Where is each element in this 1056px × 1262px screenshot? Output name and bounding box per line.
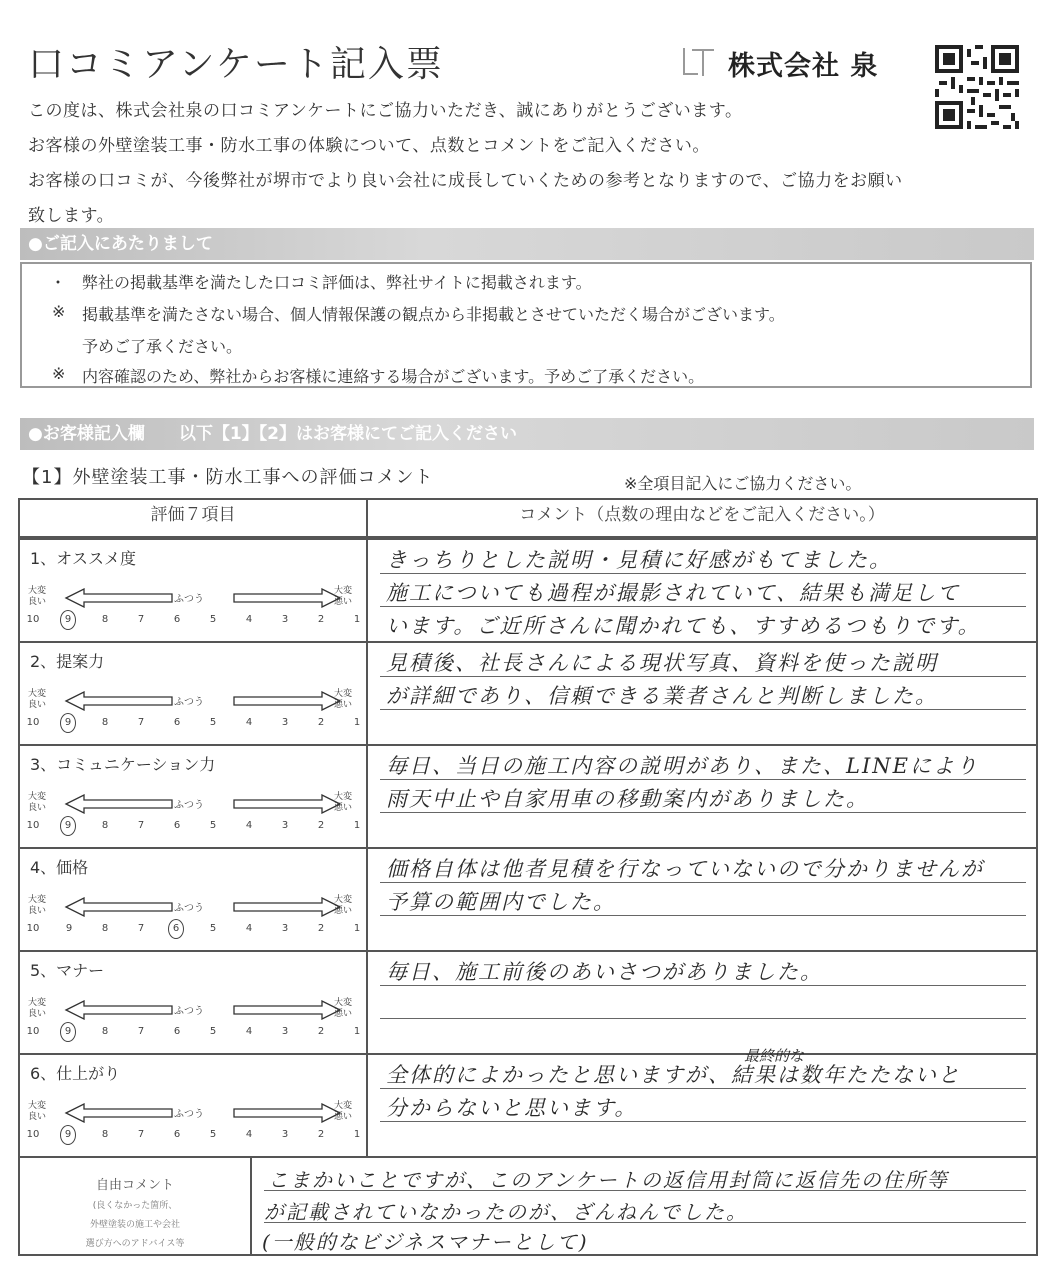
rating-cell [19,848,367,951]
score-option[interactable]: 8 [101,1129,109,1140]
arrow-right-icon [232,588,342,608]
comment-insertion: 最終的な [744,1047,805,1065]
score-scale [20,923,366,943]
score-option[interactable]: 2 [317,614,325,625]
score-option[interactable]: 10 [26,923,40,934]
label-very-bad: 大変 悪い [334,895,353,916]
score-selected[interactable]: 9 [60,816,76,836]
evaluation-row [18,847,1038,952]
score-option[interactable]: 1 [353,1026,361,1037]
customer-heading-band [20,418,1034,450]
label-very-good: 大変 良い [28,998,47,1019]
arrow-right-icon [232,691,342,711]
arrow-right-icon [232,1103,342,1123]
comment-field[interactable] [367,1047,1037,1157]
score-option[interactable]: 3 [281,1026,289,1037]
score-option[interactable]: 1 [353,717,361,728]
item-title: 6、仕上がり [30,1064,121,1083]
evaluation-row [18,950,1038,1055]
arrow-left-icon [64,1103,174,1123]
item-title: 2、提案力 [30,652,105,671]
qr-code [935,45,1019,129]
score-scale [20,820,366,840]
label-average: ふつう [174,594,204,605]
label-very-good: 大変 良い [28,895,47,916]
rating-cell [19,642,367,745]
comment-line: います。ご近所さんに聞かれても、すすめるつもりです。 [386,614,981,638]
label-average: ふつう [174,1109,204,1120]
note-mark: ※ [52,364,66,383]
evaluation-row [18,1047,1038,1158]
intro-line-1: この度は、株式会社泉の口コミアンケートにご協力いただき、誠にありがとうございます。 [28,101,743,121]
comment-field[interactable] [367,745,1037,848]
score-option[interactable]: 8 [101,923,109,934]
score-option[interactable]: 1 [353,614,361,625]
score-option[interactable]: 5 [209,1026,217,1037]
intro-line-2: お客様の外壁塗装工事・防水工事の体験について、点数とコメントをご記入ください。 [28,136,710,156]
score-scale [20,614,366,634]
free-comment-line: が記載されていなかったのが、ざんねんでした。 [264,1200,748,1224]
score-option[interactable]: 5 [209,820,217,831]
label-average: ふつう [174,1006,204,1017]
comment-field[interactable] [367,642,1037,745]
score-option[interactable]: 8 [101,820,109,831]
notes-heading: ●ご記入にあたりまして [28,234,213,254]
note-text: 弊社の掲載基準を満たした口コミ評価は、弊社サイトに掲載されます。 [82,273,592,292]
score-option[interactable]: 10 [26,820,40,831]
col-header-items: 評価７項目 [19,499,367,537]
score-scale [20,1129,366,1149]
note-text: 内容確認のため、弊社からお客様に連絡する場合がございます。予めご了承ください。 [82,367,705,386]
comment-line: 全体的によかったと思いますが、結果は数年たたないと [386,1063,961,1087]
arrow-right-icon [232,1000,342,1020]
comment-line: 価格自体は他者見積を行なっていないので分かりませんが [386,857,984,881]
comment-line: が詳細であり、信頼できる業者さんと判断しました。 [386,684,938,708]
score-option[interactable]: 8 [101,614,109,625]
score-option[interactable]: 3 [281,1129,289,1140]
free-comment-table [18,1156,1038,1256]
comment-line: 毎日、施工前後のあいさつがありました。 [386,960,823,984]
label-very-bad: 大変 悪い [334,792,353,813]
score-option[interactable]: 3 [281,923,289,934]
score-option[interactable]: 7 [137,923,145,934]
part1-note: ※全項目記入にご協力ください。 [624,474,862,493]
free-comment-label-cell [19,1157,251,1255]
notes-heading-band [20,228,1034,260]
score-option[interactable]: 4 [245,717,253,728]
note-mark: ・ [50,273,67,292]
label-very-good: 大変 良い [28,586,47,607]
comment-field[interactable] [367,848,1037,951]
free-comment-sub-line: 選び方へのアドバイス等 [85,1239,185,1249]
comment-field[interactable] [367,951,1037,1054]
score-option[interactable]: 8 [101,1026,109,1037]
label-very-bad: 大変 悪い [334,586,353,607]
label-average: ふつう [174,697,204,708]
score-option[interactable]: 10 [26,1026,40,1037]
item-title: 5、マナー [30,961,105,980]
comment-line: 見積後、社長さんによる現状写真、資料を使った説明 [386,651,938,675]
label-average: ふつう [174,800,204,811]
part1-title: 【1】外壁塗装工事・防水工事への評価コメント [22,467,434,488]
free-comment-line: (一般的なビジネスマナーとして) [262,1230,589,1254]
note-mark: ※ [52,302,66,321]
arrow-left-icon [64,691,174,711]
score-selected[interactable]: 9 [60,1022,76,1042]
comment-line: 毎日、当日の施工内容の説明があり、また、LINEにより [386,754,979,778]
score-option[interactable]: 2 [317,923,325,934]
score-option[interactable]: 8 [101,717,109,728]
score-selected[interactable]: 6 [168,919,184,939]
comment-line: 予算の範囲内でした。 [386,890,616,914]
label-average: ふつう [174,903,204,914]
arrow-right-icon [232,794,342,814]
label-very-bad: 大変 悪い [334,689,353,710]
score-scale [20,717,366,737]
evaluation-row [18,538,1038,643]
free-comment-line: こまかいことですが、このアンケートの返信用封筒に返信先の住所等 [268,1168,949,1192]
score-option[interactable]: 2 [317,1026,325,1037]
score-option[interactable]: 7 [137,820,145,831]
score-option[interactable]: 6 [173,614,181,625]
score-option[interactable]: 1 [353,923,361,934]
label-very-good: 大変 良い [28,689,47,710]
item-title: 3、コミュニケーション力 [30,755,216,774]
score-option[interactable]: 4 [245,614,253,625]
score-option[interactable]: 4 [245,1129,253,1140]
rating-cell [19,1054,367,1157]
score-option[interactable]: 6 [173,1129,181,1140]
score-option[interactable]: 2 [317,717,325,728]
item-title: 4、価格 [30,858,89,877]
score-option[interactable]: 7 [137,717,145,728]
company-logo [676,42,720,82]
comment-field[interactable] [367,539,1037,642]
note-text: 掲載基準を満たさない場合、個人情報保護の観点から非掲載とさせていただく場合がございます。 [82,305,785,324]
score-option[interactable]: 6 [173,1026,181,1037]
item-title: 1、オススメ度 [30,549,137,568]
score-option[interactable]: 2 [317,820,325,831]
comment-line: 分からないと思います。 [386,1096,638,1120]
evaluation-row [18,744,1038,849]
score-option[interactable]: 10 [26,717,40,728]
score-option[interactable]: 3 [281,717,289,728]
score-option[interactable]: 7 [137,1129,145,1140]
rating-cell [19,539,367,642]
free-comment-title: 自由コメント [95,1178,174,1193]
comment-line: きっちりとした説明・見積に好感がもてました。 [386,548,892,572]
rating-cell [19,951,367,1054]
evaluation-row [18,641,1038,746]
label-very-good: 大変 良い [28,1101,47,1122]
score-option[interactable]: 1 [353,1129,361,1140]
evaluation-table [18,498,1038,538]
label-very-good: 大変 良い [28,792,47,813]
company-name: 株式会社 泉 [728,51,879,82]
score-option[interactable]: 4 [245,1026,253,1037]
arrow-left-icon [64,1000,174,1020]
free-comment-subtitle [20,1197,250,1254]
label-very-bad: 大変 悪い [334,998,353,1019]
comment-line: 施工についても過程が撮影されていて、結果も満足して [386,581,961,605]
score-option[interactable]: 5 [209,923,217,934]
col-header-comment: コメント（点数の理由などをご記入ください。） [367,499,1037,537]
score-option[interactable]: 4 [245,923,253,934]
score-selected[interactable]: 9 [60,713,76,733]
comment-line: 雨天中止や自家用車の移動案内がありました。 [386,787,869,811]
score-option[interactable]: 7 [137,614,145,625]
label-very-bad: 大変 悪い [334,1101,353,1122]
arrow-left-icon [64,794,174,814]
score-selected[interactable]: 9 [60,610,76,630]
notes-box [20,262,1032,388]
free-comment-sub-line: (良くなかった箇所、 [92,1201,178,1211]
free-comment-sub-line: 外壁塗装の施工や会社 [89,1220,180,1230]
score-option[interactable]: 5 [209,1129,217,1140]
score-option[interactable]: 7 [137,1026,145,1037]
score-option[interactable]: 10 [26,1129,40,1140]
score-option[interactable]: 5 [209,614,217,625]
arrow-right-icon [232,897,342,917]
intro-line-4: 致します。 [28,206,115,226]
score-option[interactable]: 10 [26,614,40,625]
score-option[interactable]: 3 [281,614,289,625]
rating-cell [19,745,367,848]
score-option[interactable]: 2 [317,1129,325,1140]
score-option[interactable]: 3 [281,820,289,831]
free-comment-field[interactable] [251,1157,1037,1255]
arrow-left-icon [64,897,174,917]
score-option[interactable]: 6 [173,717,181,728]
note-text: 予めご了承ください。 [82,337,243,356]
score-option[interactable]: 9 [65,923,73,934]
score-option[interactable]: 4 [245,820,253,831]
customer-heading: ●お客様記入欄 以下【1】【2】はお客様にてご記入ください [28,424,517,444]
score-option[interactable]: 1 [353,820,361,831]
score-option[interactable]: 5 [209,717,217,728]
score-scale [20,1026,366,1046]
page-title: 口コミアンケート記入票 [28,44,444,85]
arrow-left-icon [64,588,174,608]
intro-line-3: お客様の口コミが、今後弊社が堺市でより良い会社に成長していくための参考となりますので、ご協力をお願い [28,171,903,191]
score-option[interactable]: 6 [173,820,181,831]
ruled-line [380,1018,1026,1019]
score-selected[interactable]: 9 [60,1125,76,1145]
